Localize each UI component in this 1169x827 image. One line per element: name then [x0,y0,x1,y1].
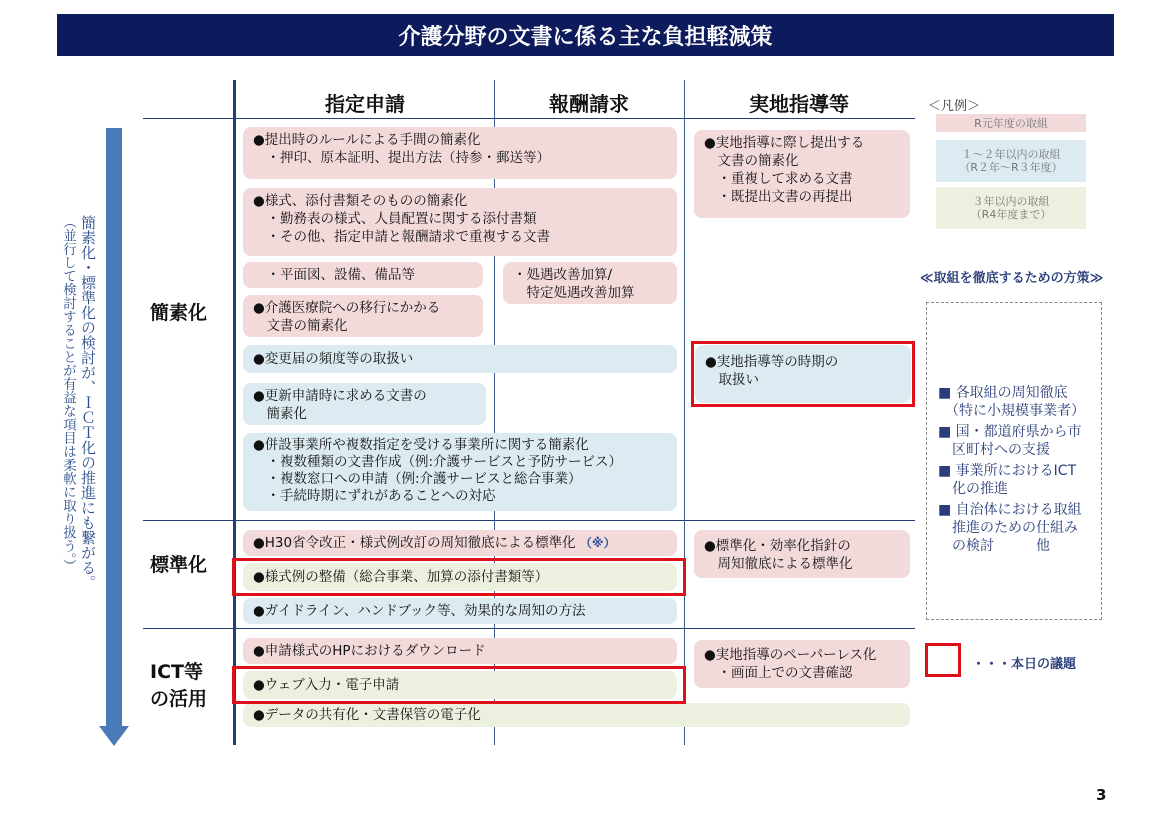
down-arrow-icon [106,128,122,726]
column-divider [684,80,685,745]
box-data-sharing: ●データの共有化・文書保管の電子化 [243,703,910,727]
row-header-kanso: 簡素化 [150,302,208,324]
highlight-frame-form-examples [232,558,686,596]
measures-box [926,302,1102,620]
legend-title: ＜凡例＞ [928,99,981,114]
measure-item: ■ 自治体における取組 推進のための仕組み の検討 他 [938,502,1082,554]
box-renewal-documents: ●更新申請時に求める文書の 簡素化 [243,383,486,425]
measure-item: ■ 事業所におけるICT 化の推進 [938,463,1077,497]
box-change-notification: ●変更届の頻度等の取扱い [243,345,677,373]
box-treatment-improvement: ・処遇改善加算/ 特定処遇改善加算 [503,262,677,304]
legend-item-3-years: ３年以内の取組 （R4年度まで） [936,187,1086,229]
box-medical-care-transition: ●介護医療院への移行にかかる 文書の簡素化 [243,295,483,337]
legend-item-1-2-years: １～２年以内の取組 （R２年～R３年度） [936,140,1086,182]
box-guidelines: ●ガイドライン、ハンドブック等、効果的な周知の方法 [243,598,677,624]
row-divider [143,628,915,629]
box-standardization-2018: ●H30省令改正・様式例改訂の周知徹底による標準化 （※） [243,530,677,556]
row-divider [143,520,915,521]
column-header-hoshu: 報酬請求 [549,92,629,116]
box-paperless-inspection: ●実地指導のペーパーレス化 ・画面上での文書確認 [694,640,910,688]
note-mark: （※） [579,536,616,550]
box-multiple-designations: ●併設事業所や複数指定を受ける事業所に関する簡素化 ・複数種類の文書作成（例:介護サービスと予防サービス） ・複数窓口への申請（例:介護サービスと総合事業） ・手続時期にずれがあることへの対応 [243,433,677,511]
side-note-sub: （並行して検討することが有益な項目は柔軟に取り扱う。） [60,215,76,573]
highlight-frame-web-application [232,666,686,704]
today-label: ・・・本日の議題 [972,657,1077,672]
column-header-shitei: 指定申請 [325,92,405,116]
row-header-hyojun: 標準化 [150,554,208,576]
arrow-head-icon [99,726,129,746]
page-number: 3 [1096,786,1107,804]
measure-item: ■ 各取組の周知徹底 （特に小規模事業者） [938,385,1085,419]
measures-title: ≪取組を徹底するための方策≫ [920,271,1104,286]
side-note-main: 簡素化・標準化の検討が、ＩＣＴ化の推進にも繋がる。 [79,215,97,590]
row-header-ict: ICT等 の活用 [150,661,208,710]
legend-item-r1: R元年度の取組 [936,114,1086,132]
highlight-frame-inspection-timing [691,341,915,407]
column-divider [233,80,236,745]
box-web-application: ●ウェブ入力・電子申請 [243,671,677,699]
box-hp-download: ●申請様式のHPにおけるダウンロード [243,638,677,664]
box-efficiency-guidelines: ●標準化・効率化指針の 周知徹底による標準化 [694,530,910,578]
box-form-examples: ●様式例の整備（総合事業、加算の添付書類等） [243,563,677,591]
today-legend-icon [925,643,961,677]
column-header-jitchi: 実地指導等 [749,92,849,116]
measure-item: ■ 国・都道府県から市 区町村への支援 [938,424,1082,458]
box-form-simplification: ●様式、添付書類そのものの簡素化 ・勤務表の様式、人員配置に関する添付書類 ・その他、指定申請と報酬請求で重複する文書 [243,188,677,256]
header-divider [143,118,915,119]
box-inspection-documents: ●実地指導に際し提出する 文書の簡素化 ・重複して求める文書 ・既提出文書の再提出 [694,130,910,218]
page-title: 介護分野の文書に係る主な負担軽減策 [57,14,1114,56]
box-inspection-timing: ●実地指導等の時期の 取扱い [695,345,911,403]
box-floor-plan: ・平面図、設備、備品等 [243,262,483,288]
box-submission-rules: ●提出時のルールによる手間の簡素化 ・押印、原本証明、提出方法（持参・郵送等） [243,127,677,179]
